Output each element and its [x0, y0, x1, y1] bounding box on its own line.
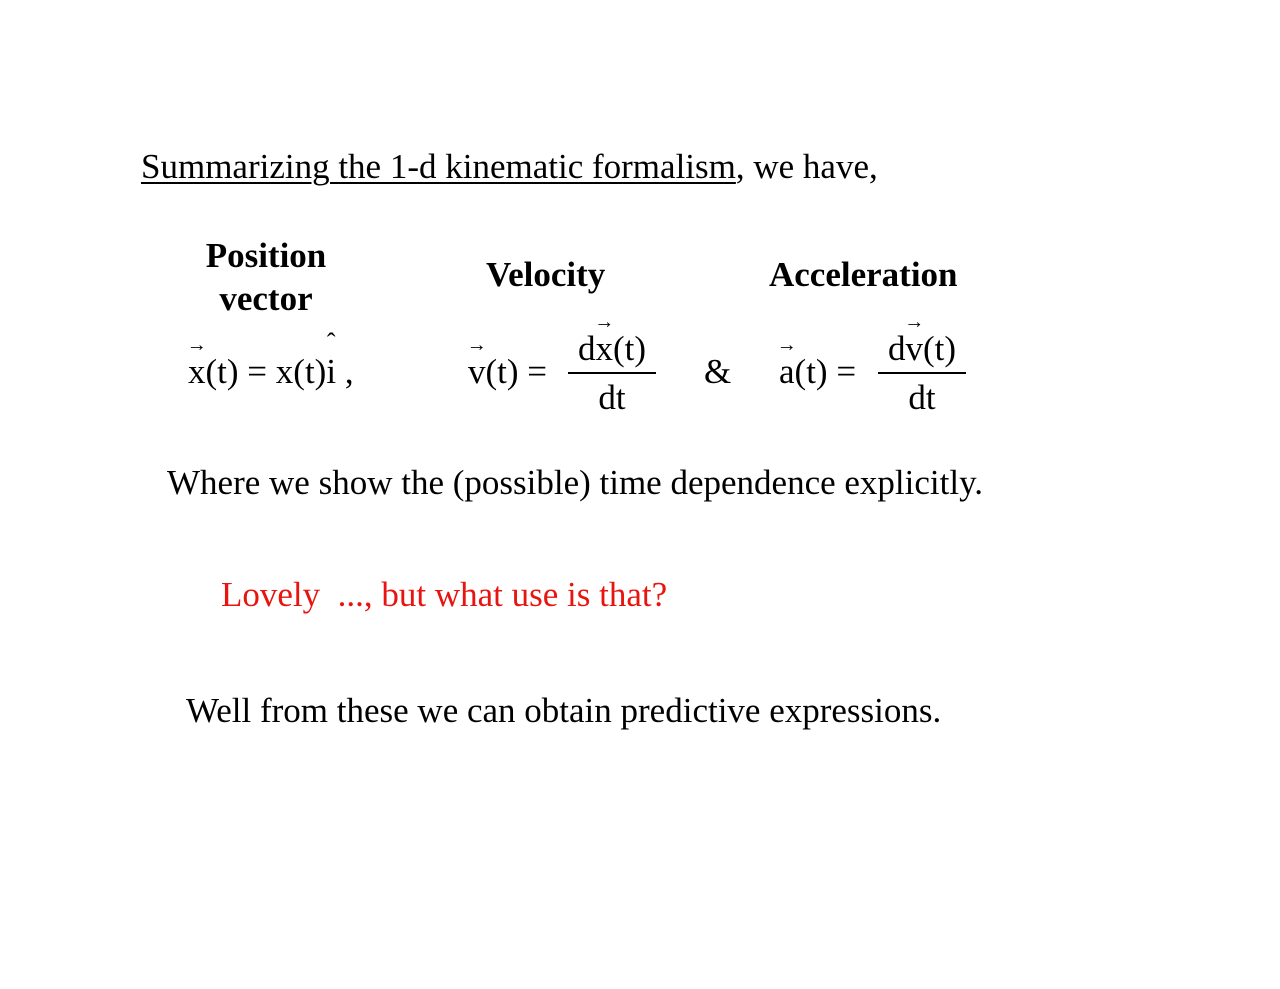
velocity-fraction	[568, 311, 656, 418]
position-lhs-arg: (t)	[205, 352, 239, 391]
lovely-question: Lovely ..., but what use is that?	[221, 575, 668, 614]
heading-acceleration: Acceleration	[769, 255, 958, 294]
heading-position-vector	[190, 234, 342, 320]
intro-rest: , we have,	[735, 147, 878, 186]
vector-x-symbol: → x	[186, 334, 207, 391]
position-rhs: x(t)	[275, 352, 327, 391]
ampersand: &	[704, 352, 732, 391]
fraction-bar	[878, 372, 966, 374]
acceleration-lhs-arg: (t)	[794, 352, 828, 391]
heading-velocity: Velocity	[486, 255, 606, 294]
unit-vector-i-hat: ˆ i	[326, 328, 337, 391]
velocity-lhs-arg: (t)	[485, 352, 519, 391]
vector-a-symbol: → a	[776, 334, 797, 391]
position-comma: ,	[344, 352, 354, 391]
velocity-denominator: dt	[598, 378, 626, 417]
equation-acceleration-lhs	[776, 334, 857, 392]
equals-sign: =	[247, 352, 268, 391]
equals-sign: =	[527, 352, 548, 391]
equals-sign: =	[836, 352, 857, 391]
intro-underlined: Summarizing the 1-d kinematic formalism	[141, 147, 736, 186]
heading-position-line1: Position	[205, 236, 327, 275]
equation-velocity-lhs	[466, 334, 548, 392]
equation-position	[186, 328, 354, 392]
acceleration-denominator: dt	[908, 378, 936, 417]
acceleration-numerator: d → v(t)	[887, 311, 957, 368]
acceleration-fraction	[878, 311, 966, 418]
vector-v-symbol: → v	[466, 334, 487, 391]
heading-position-line2: vector	[219, 279, 313, 318]
intro-sentence	[141, 146, 878, 188]
where-sentence: Where we show the (possible) time dependence explicitly.	[167, 463, 984, 502]
vector-x-symbol: → x	[594, 311, 615, 368]
well-sentence: Well from these we can obtain predictive expressions.	[186, 691, 942, 730]
vector-v-symbol: → v	[904, 311, 925, 368]
fraction-bar	[568, 372, 656, 374]
velocity-numerator: d → x(t)	[577, 311, 647, 368]
